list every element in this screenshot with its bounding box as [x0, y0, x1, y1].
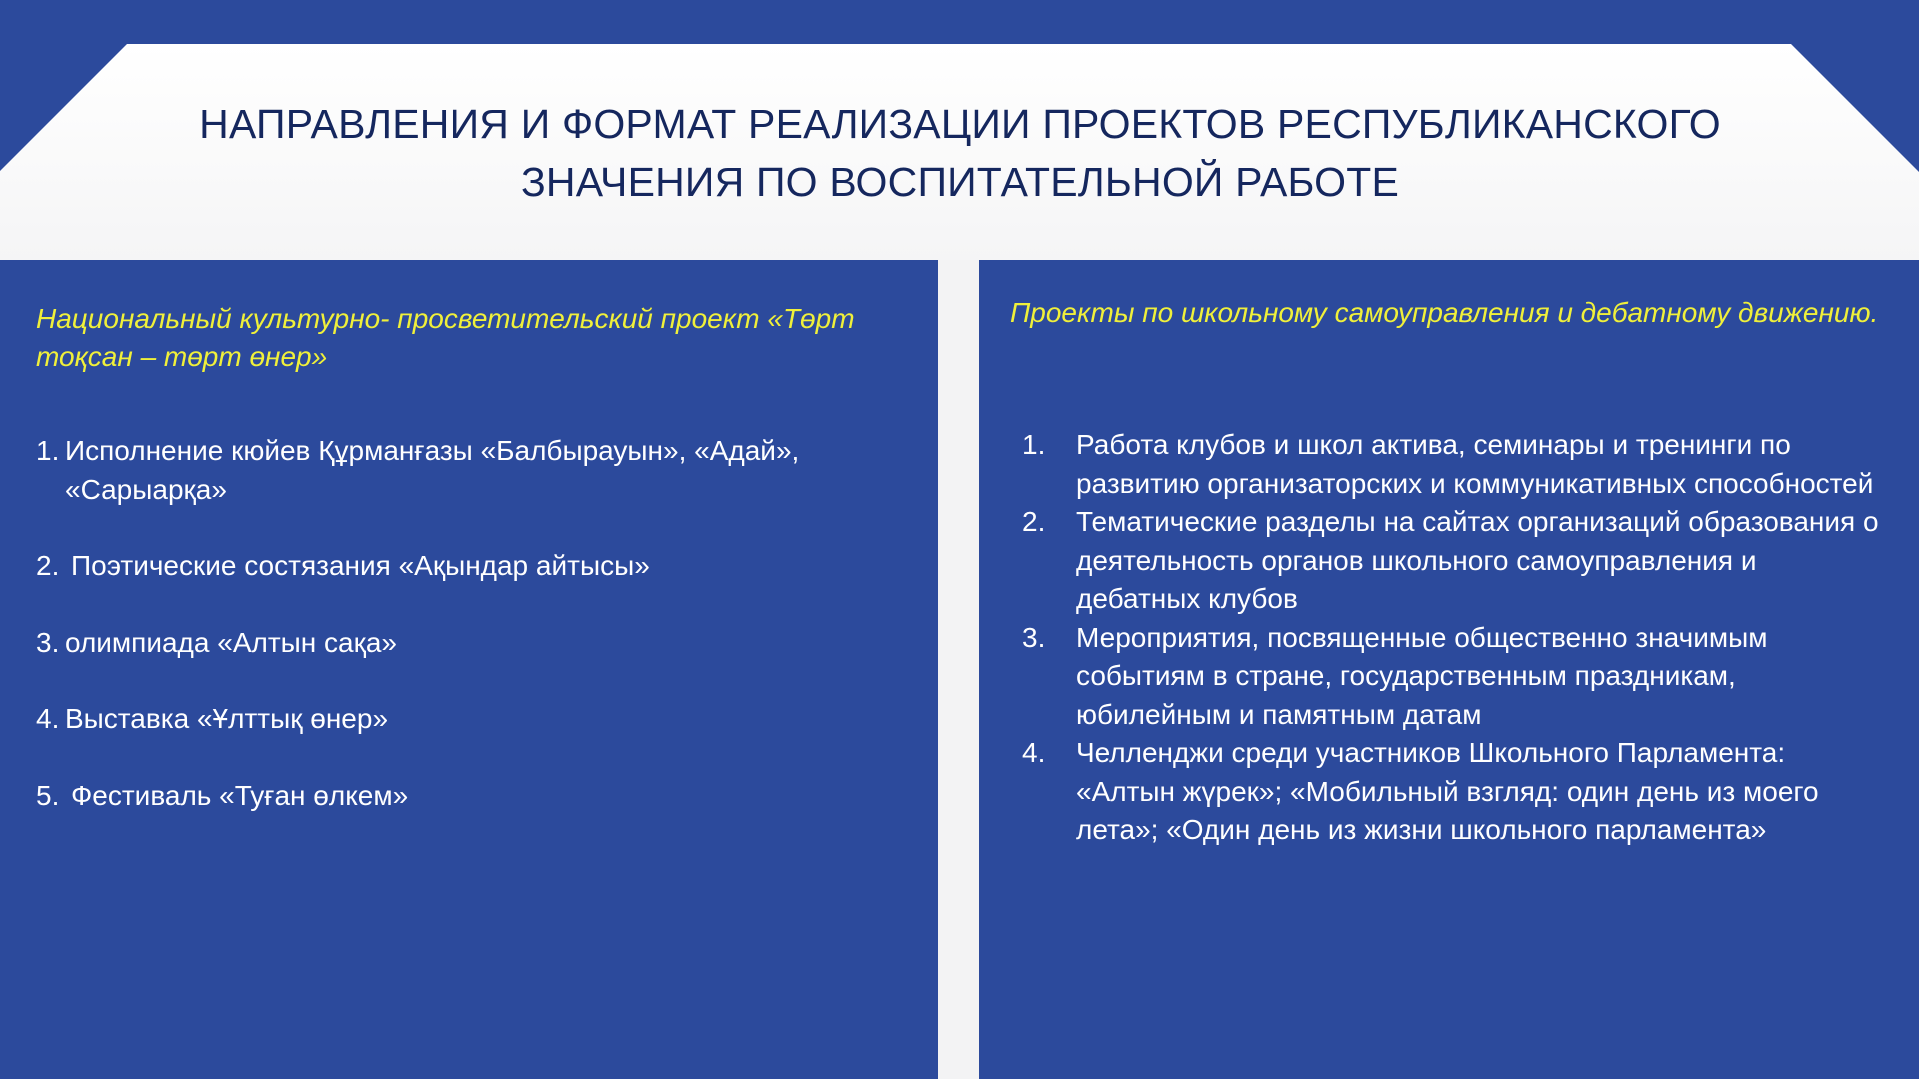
list-item-text: Фестиваль «Туған өлкем»	[71, 779, 409, 811]
page-title	[120, 95, 1800, 211]
right-project-list	[979, 426, 1879, 850]
list-item-text: Работа клубов и школ актива, семинары и тренинги по развитию организаторских и коммуникативных способностей	[1076, 429, 1874, 499]
list-item-text: Исполнение кюйев Құрманғазы «Балбырауын», «Адай», «Сарыарқа»	[65, 435, 800, 505]
list-item-text: Мероприятия, посвященные общественно значимым событиям в стране, государственным праздникам, юбилейным и памятным датам	[1076, 621, 1768, 730]
list-item	[36, 777, 896, 816]
list-item	[36, 432, 896, 509]
list-item-number: 1.	[36, 435, 60, 466]
right-panel-subtitle: Проекты по школьному самоуправления и дебатному движению.	[1010, 297, 1879, 328]
list-item-number: 4.	[1022, 737, 1046, 768]
list-item-number: 5.	[36, 779, 60, 811]
page-title-line-1: НАПРАВЛЕНИЯ И ФОРМАТ РЕАЛИЗАЦИИ ПРОЕКТОВ РЕСПУБЛИКАНСКОГО	[199, 101, 1721, 147]
list-item	[36, 700, 896, 739]
list-item-number: 3.	[1022, 621, 1046, 653]
list-item	[979, 734, 1879, 850]
list-item-text: Челленджи среди участников Школьного Парламента: «Алтын жүрек»; «Мобильный взгляд: один день из моего лета»; «Один день из жизни школьного парламента»	[1076, 737, 1819, 845]
page-title-line-2: ЗНАЧЕНИЯ ПО ВОСПИТАТЕЛЬНОЙ РАБОТЕ	[520, 159, 1400, 205]
list-item	[36, 547, 896, 586]
left-panel-subtitle: Национальный культурно- просветительский проект «Төрт тоқсан – төрт өнер»	[36, 303, 855, 372]
list-item	[979, 503, 1879, 619]
left-project-list	[36, 432, 896, 853]
list-item-text: Выставка «Ұлттық өнер»	[65, 703, 389, 734]
list-item	[979, 426, 1879, 503]
list-item-text: Тематические разделы на сайтах организаций образования о деятельность органов школьного самоуправления и дебатных клубов	[1076, 506, 1879, 614]
list-item-number: 2.	[1022, 506, 1046, 537]
list-item-text: Поэтические состязания «Ақындар айтысы»	[71, 550, 650, 581]
list-item-text: олимпиада «Алтын сақа»	[65, 626, 397, 658]
list-item-number: 2.	[36, 550, 60, 581]
left-panel	[0, 260, 938, 1079]
list-item-number: 4.	[36, 703, 60, 734]
list-item-number: 3.	[36, 626, 60, 658]
list-item-number: 1.	[1022, 429, 1046, 460]
list-item	[979, 619, 1879, 735]
list-item	[36, 624, 896, 663]
right-panel	[979, 260, 1919, 1079]
